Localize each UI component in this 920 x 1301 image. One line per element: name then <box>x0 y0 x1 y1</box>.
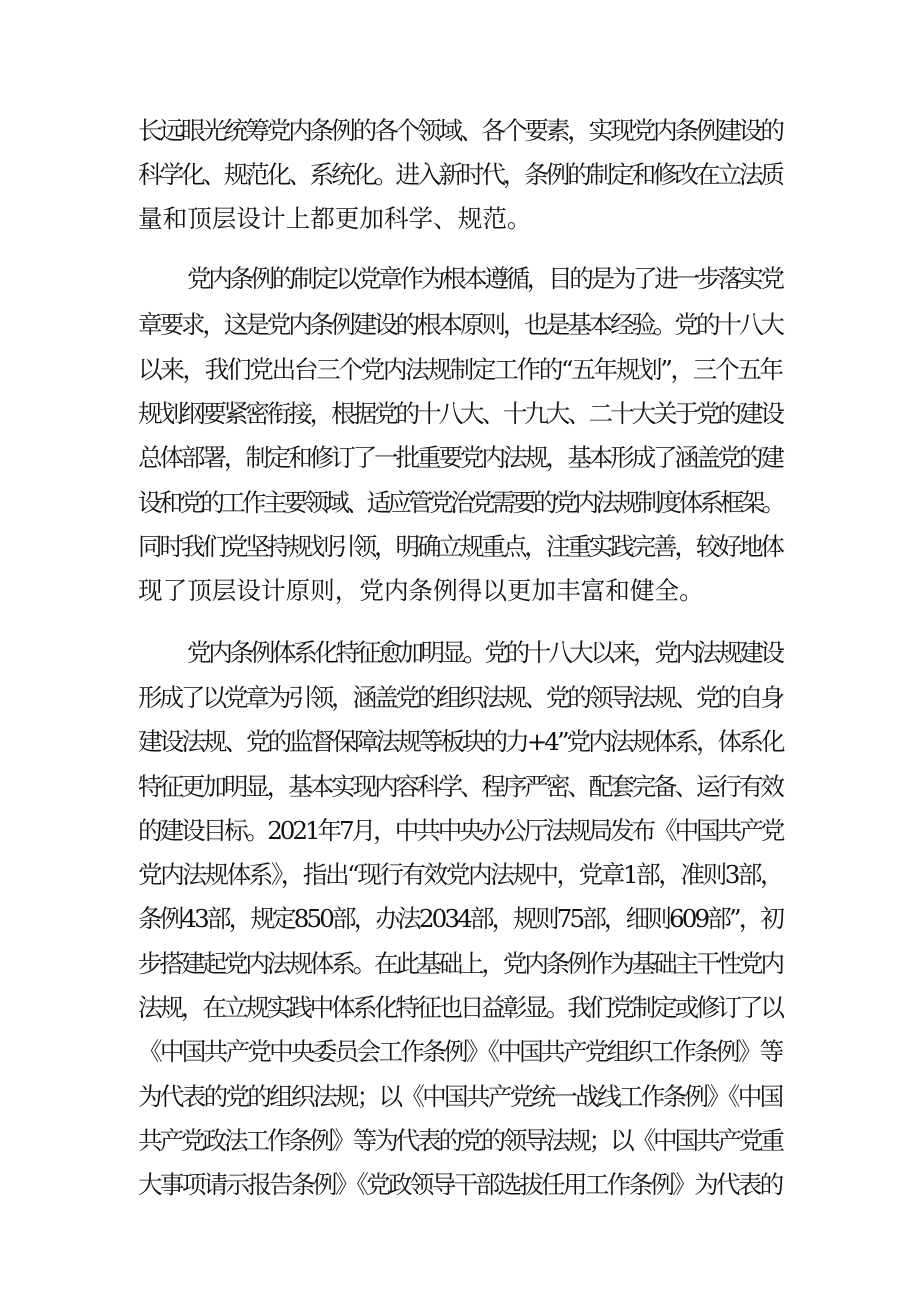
text-line: 为代表的党的组织法规；以《中国共产党统一战线工作条例》《中国 <box>138 1082 782 1111</box>
text-line: 以来，我们党出台三个党内法规制定工作的“五年规划”，三个五年 <box>138 355 782 384</box>
text-line: 特征更加明显，基本实现内容科学、程序严密、配套完备、运行有效 <box>138 772 782 801</box>
text-line: 同时我们党坚持规划引领，明确立规重点，注重实践完善，较好地体 <box>138 532 782 561</box>
text-line: 现了顶层设计原则，党内条例得以更加丰富和健全。 <box>138 576 704 605</box>
text-line: 法规，在立规实践中体系化特征也日益彰显。我们党制定或修订了以 <box>138 993 782 1022</box>
text-line: 步搭建起党内法规体系。在此基础上，党内条例作为基础主干性党内 <box>138 949 782 978</box>
text-line: 党内条例的制定以党章作为根本遵循，目的是为了进一步落实党 <box>187 264 782 293</box>
text-line: 总体部署，制定和修订了一批重要党内法规，基本形成了涵盖党的建 <box>138 443 782 472</box>
text-line: 党内条例体系化特征愈加明显。党的十八大以来，党内法规建设 <box>187 638 782 667</box>
text-line: 的建设目标。2021年7月，中共中央办公厅法规局发布《中国共产党 <box>138 816 783 845</box>
text-line: 设和党的工作主要领域、适应管党治党需要的党内法规制度体系框架。 <box>138 488 783 517</box>
text-line: 条例43部，规定850部，办法2034部，规则75部，细则609部”，初 <box>138 904 783 933</box>
text-line: 形成了以党章为引领，涵盖党的组织法规、党的领导法规、党的自身 <box>138 683 782 712</box>
text-line: 科学化、规范化、系统化。进入新时代，条例的制定和修改在立法质 <box>138 160 782 189</box>
text-line: 规划纲要紧密衔接，根据党的十八大、十九大、二十大关于党的建设 <box>138 399 782 428</box>
text-line: 量和顶层设计上都更加科学、规范。 <box>138 204 532 233</box>
text-line: 共产党政法工作条例》等为代表的党的领导法规；以《中国共产党重 <box>138 1126 782 1155</box>
text-line: 章要求，这是党内条例建设的根本原则，也是基本经验。党的十八大 <box>138 310 782 339</box>
text-line: 《中国共产党中央委员会工作条例》《中国共产党组织工作条例》等 <box>138 1037 782 1066</box>
text-line: 建设法规、党的监督保障法规等板块的力+4”党内法规体系，体系化 <box>138 727 783 756</box>
text-line: 党内法规体系》，指出“现行有效党内法规中，党章1部，准则3部， <box>138 860 783 889</box>
text-line: 长远眼光统筹党内条例的各个领域、各个要素，实现党内条例建设的 <box>138 116 782 145</box>
text-line: 大事项请示报告条例》《党政领导干部选拔任用工作条例》为代表的 <box>138 1170 782 1199</box>
